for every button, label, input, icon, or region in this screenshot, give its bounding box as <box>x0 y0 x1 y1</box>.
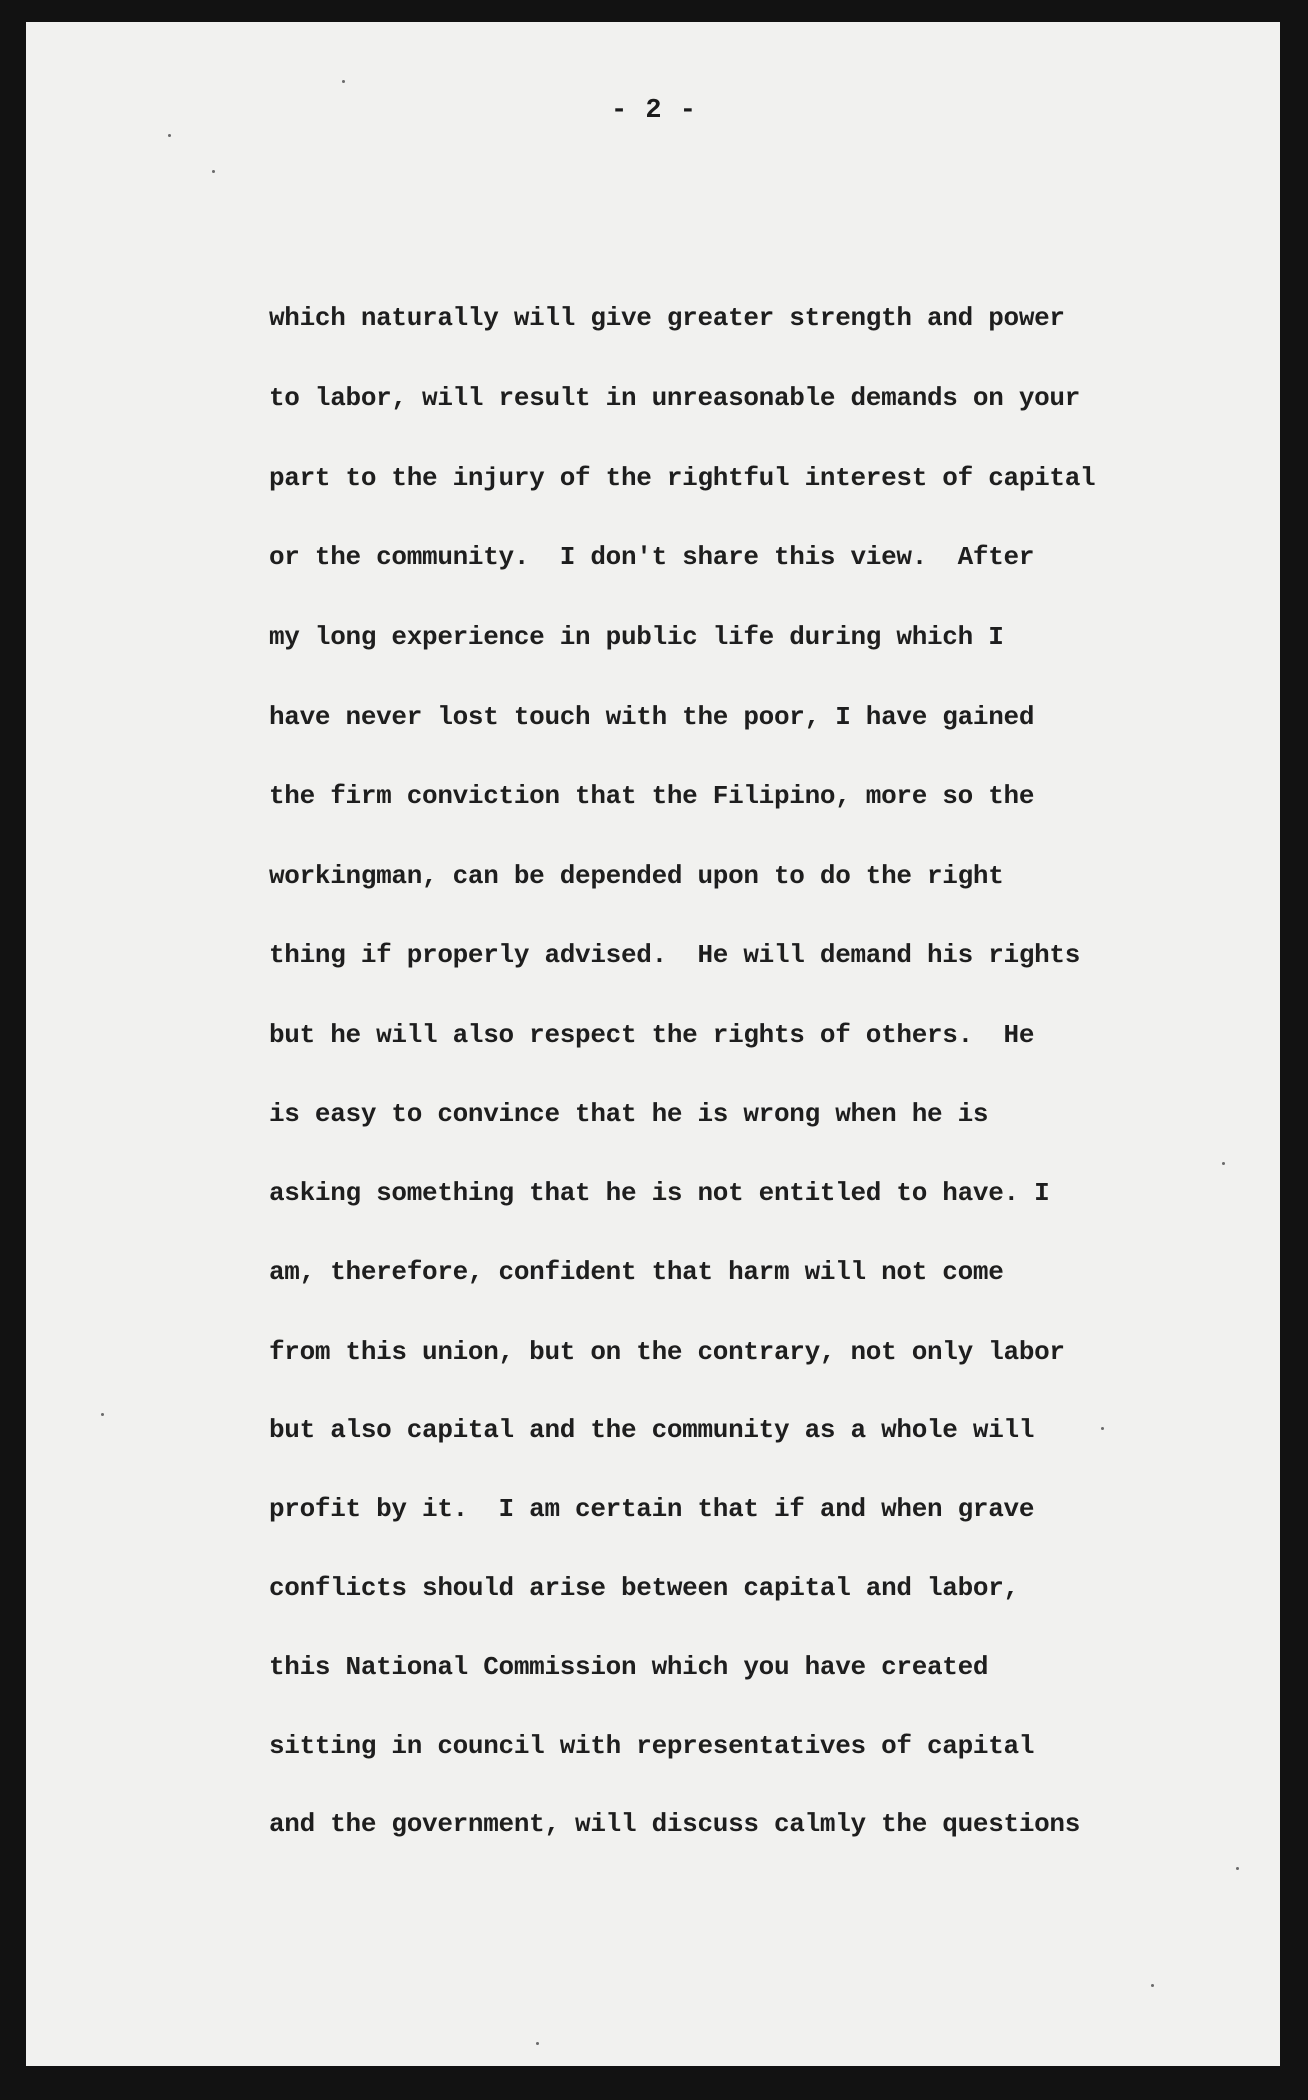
text-line: to labor, will result in unreasonable demands on your <box>269 383 1081 413</box>
text-line: and the government, will discuss calmly the questions <box>269 1809 1081 1839</box>
text-line: the firm conviction that the Filipino, more so the <box>269 781 1035 811</box>
text-line: am, therefore, confident that harm will not come <box>269 1257 1004 1287</box>
text-line: this National Commission which you have created <box>269 1652 989 1682</box>
text-line: which naturally will give greater strength and power <box>269 303 1065 333</box>
text-line: from this union, but on the contrary, not only labor <box>269 1337 1065 1367</box>
text-line: have never lost touch with the poor, I have gained <box>269 702 1035 732</box>
text-line: but also capital and the community as a whole will <box>269 1415 1035 1445</box>
text-line: asking something that he is not entitled to have. I <box>269 1178 1050 1208</box>
text-line: my long experience in public life during which I <box>269 622 1004 652</box>
text-line: or the community. I don't share this view. After <box>269 542 1035 572</box>
text-line: conflicts should arise between capital and labor, <box>269 1573 1019 1603</box>
text-line: sitting in council with representatives of capital <box>269 1731 1035 1761</box>
text-line: but he will also respect the rights of others. He <box>269 1020 1035 1050</box>
text-line: profit by it. I am certain that if and when grave <box>269 1494 1035 1524</box>
text-line: part to the injury of the rightful interest of capital <box>269 463 1096 493</box>
text-line: thing if properly advised. He will demand his rights <box>269 940 1081 970</box>
page-number: - 2 - <box>610 96 697 126</box>
text-line: workingman, can be depended upon to do the right <box>269 861 1004 891</box>
text-line: is easy to convince that he is wrong when he is <box>269 1099 989 1129</box>
